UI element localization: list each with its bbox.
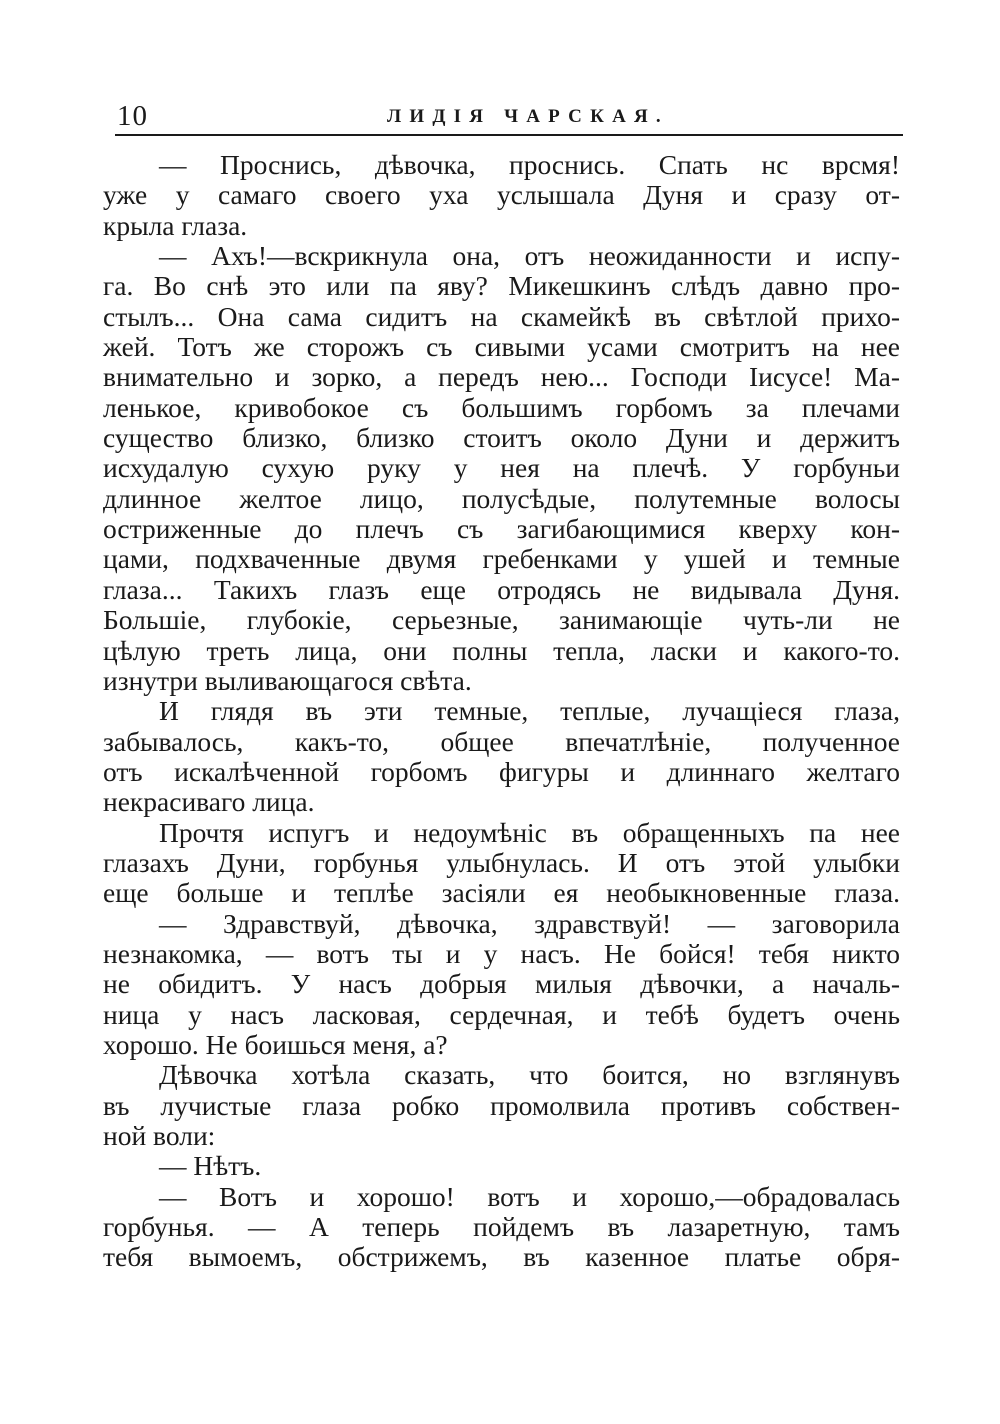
text-line: глаза... Такихъ глазъ еще отродясь не видывала Дуня. bbox=[103, 573, 900, 605]
text-line: ленькое, кривобокое съ большимъ горбомъ за плечами bbox=[103, 391, 900, 423]
text-line: — Вотъ и хорошо! вотъ и хорошо,—обрадовалась bbox=[159, 1180, 900, 1212]
text-line: еще больше и теплѣе засіяли ея необыкновенные глаза. bbox=[103, 877, 900, 909]
text-line: цами, подхваченные двумя гребенками у ушей и темные bbox=[103, 543, 900, 575]
header-rule bbox=[115, 134, 903, 136]
text-line: И глядя въ эти темные, теплые, лучащіеся глаза, bbox=[159, 695, 900, 727]
text-line: — Ахъ!—вскрикнула она, отъ неожиданности и испу- bbox=[159, 240, 900, 272]
text-line: незнакомка, — вотъ ты и у насъ. Не бойся! тебя никто bbox=[103, 937, 900, 969]
text-line: внимательно и зорко, а передъ нею... Господи Іисусе! Ма- bbox=[103, 361, 900, 393]
text-line: изнутри выливающагося свѣта. bbox=[103, 664, 472, 696]
text-line: га. Во снѣ это или па яву? Микешкинъ слѣдъ давно про- bbox=[103, 270, 900, 302]
text-line: цѣлую треть лица, они полны тепла, ласки и какого-то. bbox=[103, 634, 900, 666]
text-line: ной воли: bbox=[103, 1120, 216, 1151]
text-line: жей. Тотъ же сторожъ съ сивыми усами смотритъ на нее bbox=[103, 331, 900, 363]
text-line: забывалось, какъ-то, общее впечатлѣніе, полученное bbox=[103, 725, 900, 757]
text-line: исхудалую сухую руку у нея на плечѣ. У горбуньи bbox=[103, 452, 900, 484]
text-line: существо близко, близко стоитъ около Дуни и держитъ bbox=[103, 422, 900, 454]
text-line: тебя вымоемъ, обстрижемъ, въ казенное платье обря- bbox=[103, 1241, 900, 1273]
text-line: Дѣвочка хотѣла сказать, что боится, но взглянувъ bbox=[159, 1059, 900, 1091]
text-line: горбунья. — А теперь пойдемъ въ лазаретную, тамъ bbox=[103, 1211, 900, 1243]
text-line: глазахъ Дуни, горбунья улыбнулась. И отъ этой улыбки bbox=[103, 846, 900, 878]
text-line: Большіе, глубокіе, серьезные, занимающіе чуть-ли не bbox=[103, 604, 900, 636]
running-title: ЛИДІЯ ЧАРСКАЯ. bbox=[387, 106, 669, 127]
text-line: стылъ... Она сама сидитъ на скамейкѣ въ свѣтлой прихо- bbox=[103, 300, 900, 332]
text-line: Прочтя испугъ и недоумѣніс въ обращенныхъ па нее bbox=[159, 816, 900, 848]
text-line: уже у самаго своего уха услышала Дуня и сразу от- bbox=[103, 179, 900, 211]
text-line: хорошо. Не боишься меня, а? bbox=[103, 1028, 448, 1060]
text-line: длинное желтое лицо, полусѣдые, полутемные волосы bbox=[103, 482, 900, 514]
page-header bbox=[115, 100, 903, 136]
text-line: остриженные до плечъ съ загибающимися кверху кон- bbox=[103, 513, 900, 545]
text-line: — Проснись, дѣвочка, проснись. Спать нс врсмя! bbox=[159, 149, 900, 180]
text-line: отъ искалѣченной горбомъ фигуры и длиннаго желтаго bbox=[103, 755, 900, 787]
text-line: некрасиваго лица. bbox=[103, 786, 315, 818]
text-line: — Нѣтъ. bbox=[159, 1150, 262, 1182]
text-line: — Здравствуй, дѣвочка, здравствуй! — заговорила bbox=[159, 907, 900, 939]
text-line: не обидитъ. У насъ добрыя милыя дѣвочки, а началь- bbox=[103, 968, 900, 1000]
body-text bbox=[103, 150, 900, 1273]
page-number: 10 bbox=[117, 100, 148, 132]
text-line: ница у насъ ласковая, сердечная, и тебѣ будетъ очень bbox=[103, 998, 900, 1030]
text-line: крыла глаза. bbox=[103, 209, 248, 241]
text-line: въ лучистые глаза робко промолвила противъ собствен- bbox=[103, 1089, 900, 1121]
